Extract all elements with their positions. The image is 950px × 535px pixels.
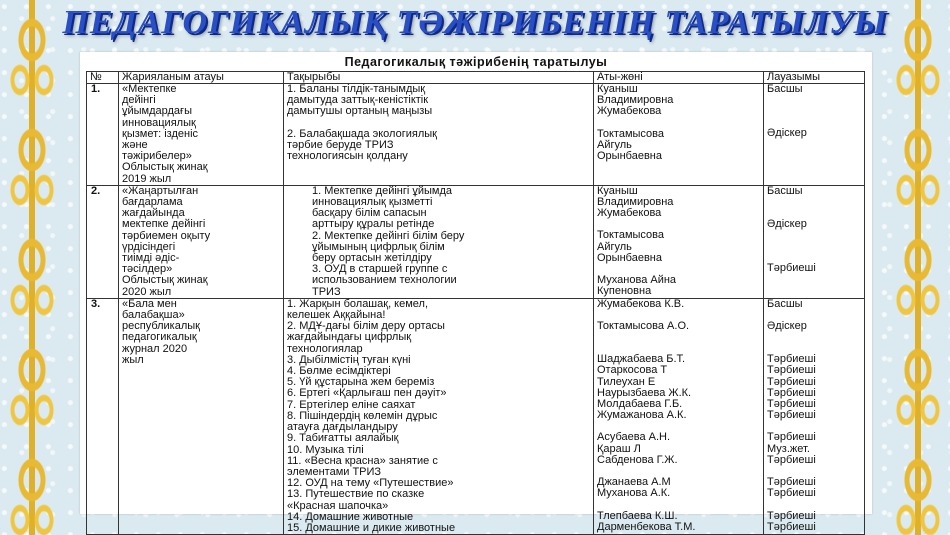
- cell-line: Тәрбиеші: [767, 431, 816, 444]
- cell-line: Басшы: [767, 83, 803, 95]
- cell-line: [597, 332, 760, 343]
- cell-line: технологиясын қолдану: [287, 150, 408, 163]
- cell-line: 8. Пішіндердің көлемін дұрыс: [287, 409, 438, 422]
- cell-line: беру ортасын жетілдіру: [312, 252, 432, 265]
- cell-line: 1. Жарқын болашақ, кемел,: [287, 297, 429, 310]
- cell-line: қызмет: ізденіс: [122, 127, 199, 140]
- cell-line: Тәрбиеші: [767, 386, 816, 399]
- cell-line: 6. Ертегі «Қарлығаш пен дәуіт»: [287, 387, 447, 400]
- cell-line: Токтамысова А.О.: [597, 320, 690, 333]
- cell-line: Әдіскер: [767, 127, 807, 140]
- cell-line: жағдайындағы цифрлық: [287, 331, 412, 344]
- cell-line: жағдайында: [122, 207, 185, 220]
- cell-line: [767, 106, 861, 117]
- cell-line: «Бала мен: [122, 297, 177, 310]
- cell-line: журнал 2020: [122, 342, 188, 355]
- cell-line: тәрбиемен оқыту: [122, 229, 211, 242]
- cell-line: [597, 118, 760, 129]
- cell-line: Облыстық жинақ: [122, 161, 208, 174]
- cell-line: «Мектепке: [122, 83, 177, 95]
- cell-line: және: [122, 139, 148, 152]
- cell-line: «Красная шапочка»: [287, 499, 389, 512]
- name-cell: [594, 185, 764, 298]
- left-ornament-border: [2, 0, 62, 535]
- cell-line: [767, 241, 861, 252]
- cell-line: келешек Аққайына!: [287, 309, 386, 322]
- cell-line: 7. Ертегілер еліне саяхат: [287, 398, 416, 411]
- cell-line: ТРИЗ: [312, 285, 341, 298]
- cell-line: 1. Мектепке дейінгі ұйымда: [312, 184, 453, 197]
- cell-line: Айгуль: [597, 240, 632, 253]
- cell-line: 2019 жыл: [122, 172, 172, 185]
- slide-title: ПЕДАГОГИКАЛЫҚ ТӘЖІРИБЕНІҢ ТАРАТЫЛУЫ: [62, 4, 888, 41]
- cell-line: педагогикалық: [122, 331, 197, 344]
- cell-line: ұйымының цифрлық білім: [312, 240, 445, 253]
- header-topic: Тақырыбы: [284, 72, 594, 84]
- cell-line: [597, 500, 760, 511]
- cell-line: Тәрбиеші: [767, 476, 816, 489]
- cell-line: Тилеухан Е: [597, 375, 656, 388]
- cell-line: Куаныш: [597, 184, 638, 197]
- cell-line: Тәрбиеші: [767, 487, 816, 500]
- cell-line: 2. Балабақшада экологиялық: [287, 127, 437, 140]
- cell-line: Жумабекова: [597, 207, 662, 220]
- cell-line: Владимировна: [597, 94, 674, 107]
- header-name: Аты-жөні: [594, 72, 764, 84]
- cell-line: дамытуда заттық-кеністіктік: [287, 94, 429, 107]
- row-number-cell: 1.: [87, 84, 119, 186]
- cell-line: үрдісіндегі: [122, 240, 176, 253]
- cell-line: Тәрбиеші: [767, 262, 816, 275]
- cell-line: Муз.жет.: [767, 442, 810, 455]
- cell-line: Тәрбиеші: [767, 364, 816, 377]
- cell-line: 14. Домашние животные: [287, 510, 414, 523]
- cell-line: дамытушы ортаның маңызы: [287, 105, 433, 118]
- cell-line: Жумажанова А.К.: [597, 409, 687, 422]
- cell-line: Әдіскер: [767, 218, 807, 231]
- cell-line: Тәрбиеші: [767, 453, 816, 466]
- cell-line: Қараш Л: [597, 442, 641, 455]
- position-cell: [764, 84, 865, 186]
- cell-line: 5. Үй құстарына жем беремiз: [287, 376, 435, 389]
- row-number-cell: 2.: [87, 185, 119, 298]
- cell-line: Тәрбиеші: [767, 353, 816, 366]
- cell-line: мектепке дейінгі: [122, 218, 206, 231]
- publication-cell: [119, 185, 284, 298]
- cell-line: Молдабаева Г.Б.: [597, 398, 683, 411]
- cell-line: тәсілдер»: [122, 263, 173, 276]
- cell-line: [767, 500, 861, 511]
- cell-line: Басшы: [767, 297, 803, 310]
- name-cell: [594, 84, 764, 186]
- publication-cell: [119, 298, 284, 534]
- cell-line: республикалық: [122, 320, 200, 333]
- cell-line: Тлепбаева К.Ш.: [597, 509, 678, 522]
- cell-line: Муханова А.К.: [597, 487, 671, 500]
- cell-line: [287, 118, 590, 129]
- table-row: [87, 298, 865, 534]
- cell-line: Сабденова Г.Ж.: [597, 453, 678, 466]
- cell-line: Жумабекова К.В.: [597, 297, 685, 310]
- cell-line: Отаркосова Т: [597, 364, 668, 377]
- header-position: Лауазымы: [764, 72, 865, 84]
- cell-line: Дарменбекова Т.М.: [597, 520, 696, 533]
- cell-line: «Жаңартылған: [122, 184, 199, 197]
- cell-line: ұйымдардағы: [122, 105, 192, 118]
- publication-cell: [119, 84, 284, 186]
- cell-line: Айгуль: [597, 138, 632, 151]
- table-header-row: [87, 72, 865, 84]
- cell-line: Орынбаевна: [597, 251, 662, 264]
- position-cell: [764, 185, 865, 298]
- cell-line: балабақша»: [122, 309, 185, 322]
- cell-line: тәжірибелер»: [122, 150, 192, 163]
- cell-line: технологиялар: [287, 342, 363, 355]
- cell-line: [767, 95, 861, 106]
- cell-line: 11. «Весна красна» занятие с: [287, 454, 438, 467]
- cell-line: Тәрбиеші: [767, 509, 816, 522]
- table-row: [87, 185, 865, 298]
- cell-line: Токтамысова: [597, 229, 664, 242]
- cell-line: использованием технологии: [312, 274, 457, 287]
- cell-line: Токтамысова: [597, 127, 664, 140]
- cell-line: элементами ТРИЗ: [287, 465, 382, 478]
- cell-line: Владимировна: [597, 196, 674, 209]
- cell-line: Наурызбаева Ж.К.: [597, 386, 692, 399]
- cell-line: 3. Дыбілмістің туған күні: [287, 353, 411, 366]
- cell-line: 13. Путешествие по сказке: [287, 488, 425, 501]
- name-cell: [594, 298, 764, 534]
- cell-line: 4. Бөлме есімдіктері: [287, 365, 391, 378]
- cell-line: Муханова Айна: [597, 274, 677, 287]
- cell-line: тәрбие беруде ТРИЗ: [287, 138, 394, 151]
- cell-line: 2020 жыл: [122, 285, 172, 298]
- cell-line: Жумабекова: [597, 105, 662, 118]
- cell-line: Тәрбиеші: [767, 409, 816, 422]
- cell-line: Әдіскер: [767, 320, 807, 333]
- cell-line: басқару білім сапасын: [312, 207, 427, 220]
- cell-line: Куаныш: [597, 83, 638, 95]
- cell-line: 2. Мектепке дейінгі білім беру: [312, 229, 465, 242]
- cell-line: [767, 332, 861, 343]
- cell-line: 15. Домашние и дикие животные: [287, 521, 456, 534]
- row-number-cell: 3.: [87, 298, 119, 534]
- cell-line: Купеновна: [597, 285, 652, 298]
- cell-line: инновациялық қызметті: [312, 196, 433, 209]
- cell-line: Шаджабаева Б.Т.: [597, 353, 686, 366]
- right-ornament-border: [888, 0, 948, 535]
- cell-line: 12. ОУД на тему «Путешествие»: [287, 477, 454, 490]
- slide-title-wrap: [0, 4, 950, 42]
- cell-line: Тәрбиеші: [767, 375, 816, 388]
- cell-line: [767, 230, 861, 241]
- cell-line: Асубаева А.Н.: [597, 431, 671, 444]
- cell-line: Тәрбиеші: [767, 398, 816, 411]
- cell-line: 3. ОУД в старшей группе с: [312, 263, 448, 276]
- publications-table: [86, 71, 865, 535]
- cell-line: 10. Музыка тілі: [287, 443, 364, 456]
- cell-line: инновациялық: [122, 116, 196, 129]
- cell-line: атауға дағдыландыру: [287, 421, 398, 434]
- cell-line: жыл: [122, 353, 144, 366]
- cell-line: арттыру құралы ретінде: [312, 218, 435, 231]
- topic-cell: [284, 185, 594, 298]
- cell-line: Басшы: [767, 184, 803, 197]
- cell-line: бағдарлама: [122, 196, 183, 209]
- topic-cell: [284, 298, 594, 534]
- cell-line: Орынбаевна: [597, 150, 662, 163]
- cell-line: Облыстық жинақ: [122, 274, 208, 287]
- header-number: №: [87, 72, 119, 84]
- cell-line: 2. МДҰ-дағы білім деру ортасы: [287, 320, 445, 333]
- cell-line: [767, 197, 861, 208]
- table-row: [87, 84, 865, 186]
- cell-line: тиімді әдіс-: [122, 252, 180, 265]
- cell-line: Джанаева А.М: [597, 476, 671, 489]
- cell-line: дейінгі: [122, 94, 156, 107]
- cell-line: Тәрбиеші: [767, 520, 816, 533]
- document-page: [80, 52, 872, 534]
- header-publication: Жарияланым атауы: [119, 72, 284, 84]
- topic-cell: [284, 84, 594, 186]
- cell-line: 1. Баланы тілдік-танымдық: [287, 83, 426, 95]
- cell-line: 9. Табиғатты аялайық: [287, 432, 399, 445]
- document-title: Педагогикалық тәжірибенің таратылуы: [344, 55, 608, 69]
- position-cell: [764, 298, 865, 534]
